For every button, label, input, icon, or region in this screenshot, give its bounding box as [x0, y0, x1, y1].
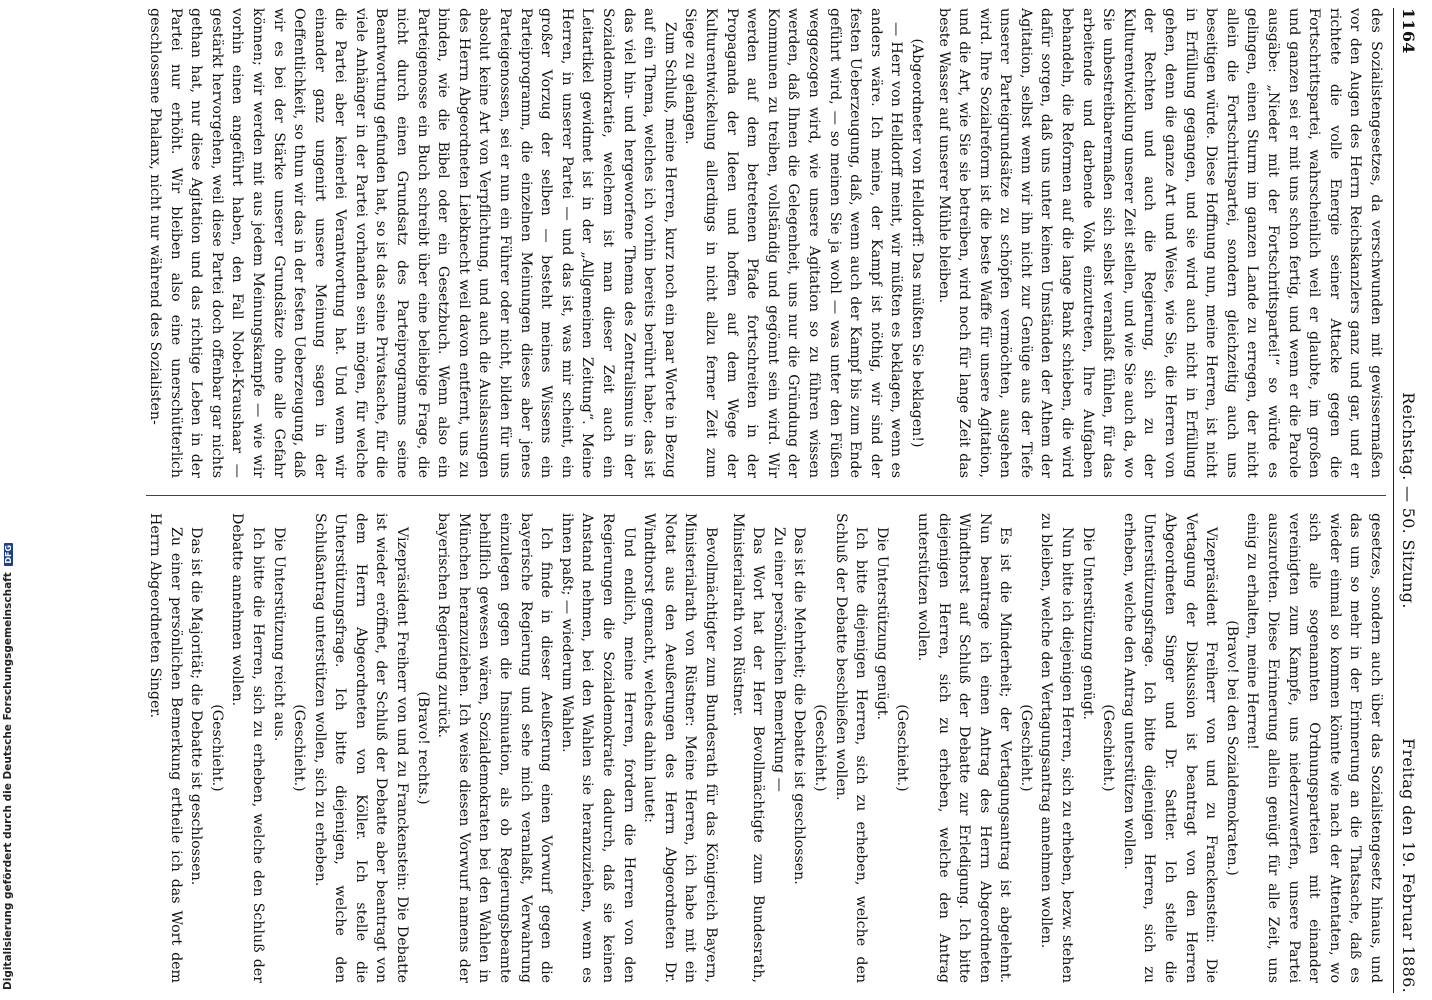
- paragraph: — Herr von Helldorff meint, wir müßten es beklagen, wenn es anders wäre. Ich meine, der Kampf ist nöthig, wir sind der festen Ueberzeugung, daß, wenn auch der Kampf bis zum Ende geführt wird, — so meinen Sie ja wohl — was unter den Füßen weggezogen wird, wie unsere Agitation so zu führen wissen werden, daß Ihnen die Gelegenheit, uns nur die Gründung der Kommunen zu treiben, vollständig und gegönnt sein wird. Wir werden auf dem betretenen Pfade fortschreiten in der Propaganda der Ideen und hoffen auf dem Wege der Kulturentwickelung allerdings in nicht allzu ferner Zeit zum Siege zu gelangen.: [682, 8, 905, 478]
- digitization-notice: [2, 543, 14, 990]
- interjection: (Abgeordneter von Helldorff: Das müßten Sie beklagen!): [908, 38, 925, 448]
- stage-note: (Geschieht.): [894, 704, 911, 792]
- stage-note: (Geschieht.): [1100, 704, 1117, 792]
- session-date: Freitag den 19. Februar 1886.: [1399, 738, 1418, 993]
- dfg-logo: DFG: [4, 544, 13, 564]
- paragraph: Zum Schluß, meine Herren, kurz noch ein paar Worte in Bezug auf ein Thema, welches ich vorhin bereits berührt habe; das ist das viel hin- und hergeworfene Thema des Zentralismus in der Sozialdemokratie, welchem ist man dieser Zeit auch ein Leitartikel gewidmet ist in der „Allgemeinen Zeitung“. Meine Herren, in unserer Partei — und das ist, was mir scheint, ein großer Vorzug der selben — besteht meines Wissens ein Parteiprogramm, die einzelnen Meinungen dieses aber jenes Parteigenossen, sei er nun ein Führer oder nicht, bilden für uns absolut keine Art von Verpflichtung, und auch die Auslassungen des Herrn Abgeordneten Liebknecht weil davon entfernt, uns zu binden, wie die Bibel oder ein Gesetzbuch. Wenn also ein Parteigenosse ein Buch schreibt über eine beliebige Frage, die nicht durch einen Grundsatz des Parteiprogramms seine Beantwortung gefunden hat, so ist das seine Privatsache, für die viele Anhänger in der Partei vorhanden sein mögen, für welche die Partei aber keinerlei Verantwortung hat. Und wenn wir einander ganz ungenirt unsere Meinung sagen in der Oeffentlichkeit, so thun wir das in der festen Ueberzeugung, daß wir es bei der Stärke unserer Grundsätze ohne alle Gefahr können; wir werden mit aus jedem Meinungskampfe — wie wir vorhin einen angeführt haben, den Fall Nobel-Kraushaar — gestärkt hervorgehen, weil diese Partei doch offenbar gar nichts gethan hat, nur diese Agitation und das richtige Leben in der Partei nur erhöht. Wir bleiben also eine unerschütterlich geschlossene Phalanx, nicht nur während des Sozialisten-: [146, 8, 678, 478]
- session-title: Reichstag. — 50. Sitzung.: [1399, 392, 1418, 609]
- side-strip: [0, 0, 22, 1000]
- paragraph: Zu einer persönlichen Bemerkung ertheile ich das Wort dem Herrn Abgeordneten Singer.: [146, 513, 184, 983]
- column-divider: [146, 495, 1386, 496]
- stage-note: (Geschieht.): [291, 704, 308, 792]
- right-column: [144, 513, 1386, 983]
- paragraph: des Sozialistengesetzes, da verschwunden mit gewissermaßen vor den Augen des Herrn Reichskanzlers ganz und gar, und er richtete die volle Energie seiner Attacke gegen die Fortschrittspartei, wahrscheinlich weil er glaubte, im großen und ganzen sei er mit uns schon fertig, und wenn er die Parole ausgäbe: „Nieder mit der Fortschrittspartei!“ so würde es gelingen, einen Sturm im ganzen Lande zu erregen, der nicht allein die Fortschrittspartei, sondern gleichzeitig auch uns beseitigen würde. Diese Hoffnung nun, meine Herren, ist nicht in Erfüllung gegangen, und sie wird auch nicht in Erfüllung gehen, denn die ganze Art und Weise, wie Sie, die Herren von der Rechten und auch die Regierung, sich zu der Kulturentwicklung unserer Zeit stellen, und wie Sie auch da, wo Sie unbestreitbarermaßen sich selbst veranlaßt fühlen, für das arbeitende und darbende Volk einzutreten, Ihre Aufgaben behandeln, die Reformen auf die lange Bank schieben, die wird dafür sorgen, daß uns unter keinen Umständen der Athem der Agitation, selbst wenn wir ihn nicht zur Genüge aus der Tiefe unserer Parteigrundsätze zu schöpfen vermöchten, ausgehen wird. Ihre Sozialreform ist die beste Waffe für unsere Agitation, und die Art, wie Sie sie betreiben, wird noch für lange Zeit das beste Wasser auf unserer Mühle bleiben.: [935, 8, 1384, 478]
- quotation: Und endlich, meine Herren, fordern die Herren von den Regierungen die Sozialdemokratie dadurch, daß sie keinen Anstand nehmen, bei den Wahlen sie heranzuziehen, wenn es ihnen paßt; — wiederum Wahlen.: [558, 513, 637, 983]
- digitization-notice-text: Digitalisierung gefördert durch die Deutsche Forschungsgemeinschaft: [2, 572, 14, 990]
- paragraph: Das Wort hat der Herr Bevollmächtigte zum Bundesrath, Ministerialrath von Rüstner.: [729, 513, 767, 983]
- paragraph: Die Unterstützung genügt.: [1079, 527, 1096, 720]
- running-head: [1394, 8, 1420, 993]
- paragraph: Ich bitte die Herren, sich zu erheben, welche den Schluß der Debatte annehmen wollen.: [229, 513, 266, 983]
- stage-note: (Geschieht.): [811, 704, 828, 792]
- header-rule: [1393, 8, 1394, 993]
- page-number: 1164: [1399, 8, 1418, 54]
- paragraph: Es ist die Minderheit; der Vertagungsantrag ist abgelehnt. Nun beantrage ich einen Antrag des Herrn Abgeordneten Windthorst auf Schluß der Debatte zur Erledigung. Ich bitte diejenigen Herren, sich zu erheben, welche den Antrag unterstützen wollen.: [914, 513, 1014, 983]
- paragraph: Ich bitte diejenigen Herren, sich zu erheben, welche den Schluß der Debatte beschließen wollen.: [832, 513, 870, 983]
- scanned-page: [138, 8, 1420, 993]
- applause: (Bravo! bei den Sozialdemokraten.): [1223, 620, 1240, 876]
- left-column: [144, 8, 1386, 478]
- speaker-paragraph: Vizepräsident Freiherr von und zu Franckenstein: Die Vertagung der Diskussion ist beantragt von den Herren Abgeordneten Singer und Dr. Sattler. Ich stelle die Unterstützungsfrage. Ich bitte diejenigen Herren, sich zu erheben, welche den Antrag unterstützen wollen.: [1120, 513, 1220, 983]
- speaker-paragraph: Vizepräsident Freiherr von und zu Franckenstein: Die Debatte ist wieder eröffnet, der Schluß der Debatte aber beantragt von dem Herrn Abgeordneten von Köller. Ich stelle die Unterstützungsfrage. Ich bitte diejenigen, welche den Schlußantrag unterstützen wollen, sich zu erheben.: [311, 513, 411, 983]
- paragraph: Nun bitte ich diejenigen Herren, sich zu erheben, bezw. stehen zu bleiben, welche den Vertagungsantrag annehmen wollen.: [1038, 513, 1076, 983]
- paragraph: Zu einer persönlichen Bemerkung —: [770, 527, 787, 792]
- speaker-paragraph: Bevollmächtigter zum Bundesrath für das Königreich Bayern, Ministerialrath von Rüstner: Meine Herren, ich habe mit ein Notat aus den Aeußerungen des Herrn Abgeordneten Dr. Windthorst gemacht, welches dahin lautet:: [641, 513, 719, 983]
- stage-note: (Geschieht.): [1017, 704, 1034, 792]
- paragraph: Die Unterstützung reicht aus.: [270, 527, 287, 742]
- applause: (Bravo! rechts.): [414, 691, 431, 805]
- paragraph: gesetzes, sondern auch über das Sozialistengesetz hinaus, und das um so mehr in der Erinnerung an die Thatsache, daß es wieder einmal so kommen könnte wie nach der Attentaten, wo sich alle sogenannten Ordnungsparteien mit einander vereinigten zum Kampfe, uns niederzuwerfen, unsere Partei auszurotten. Diese Erinnerung allein genügt für alle Zeit, uns einig zu erhalten, meine Herren!: [1244, 513, 1384, 983]
- paragraph: Das ist die Mehrheit; die Debatte ist geschlossen.: [791, 527, 808, 885]
- paragraph: Das ist die Majorität; die Debatte ist geschlossen.: [188, 527, 205, 886]
- paragraph: Ich finde in dieser Aeußerung einen Vorwurf gegen die bayerische Regierung und sehe mich veranlaßt, Verwahrung einzulegen gegen die Insinuation, als ob Regierungsbeamte behilflich gewesen wären, Sozialdemokraten bei den Wahlen in München heranzuziehen. Ich weise diesen Vorwurf namens der bayerischen Regierung zurück.: [435, 513, 555, 983]
- scanned-page-viewport: [30, 0, 1432, 1000]
- paragraph: Die Unterstützung genügt.: [873, 527, 890, 720]
- stage-note: (Geschieht.): [208, 704, 225, 792]
